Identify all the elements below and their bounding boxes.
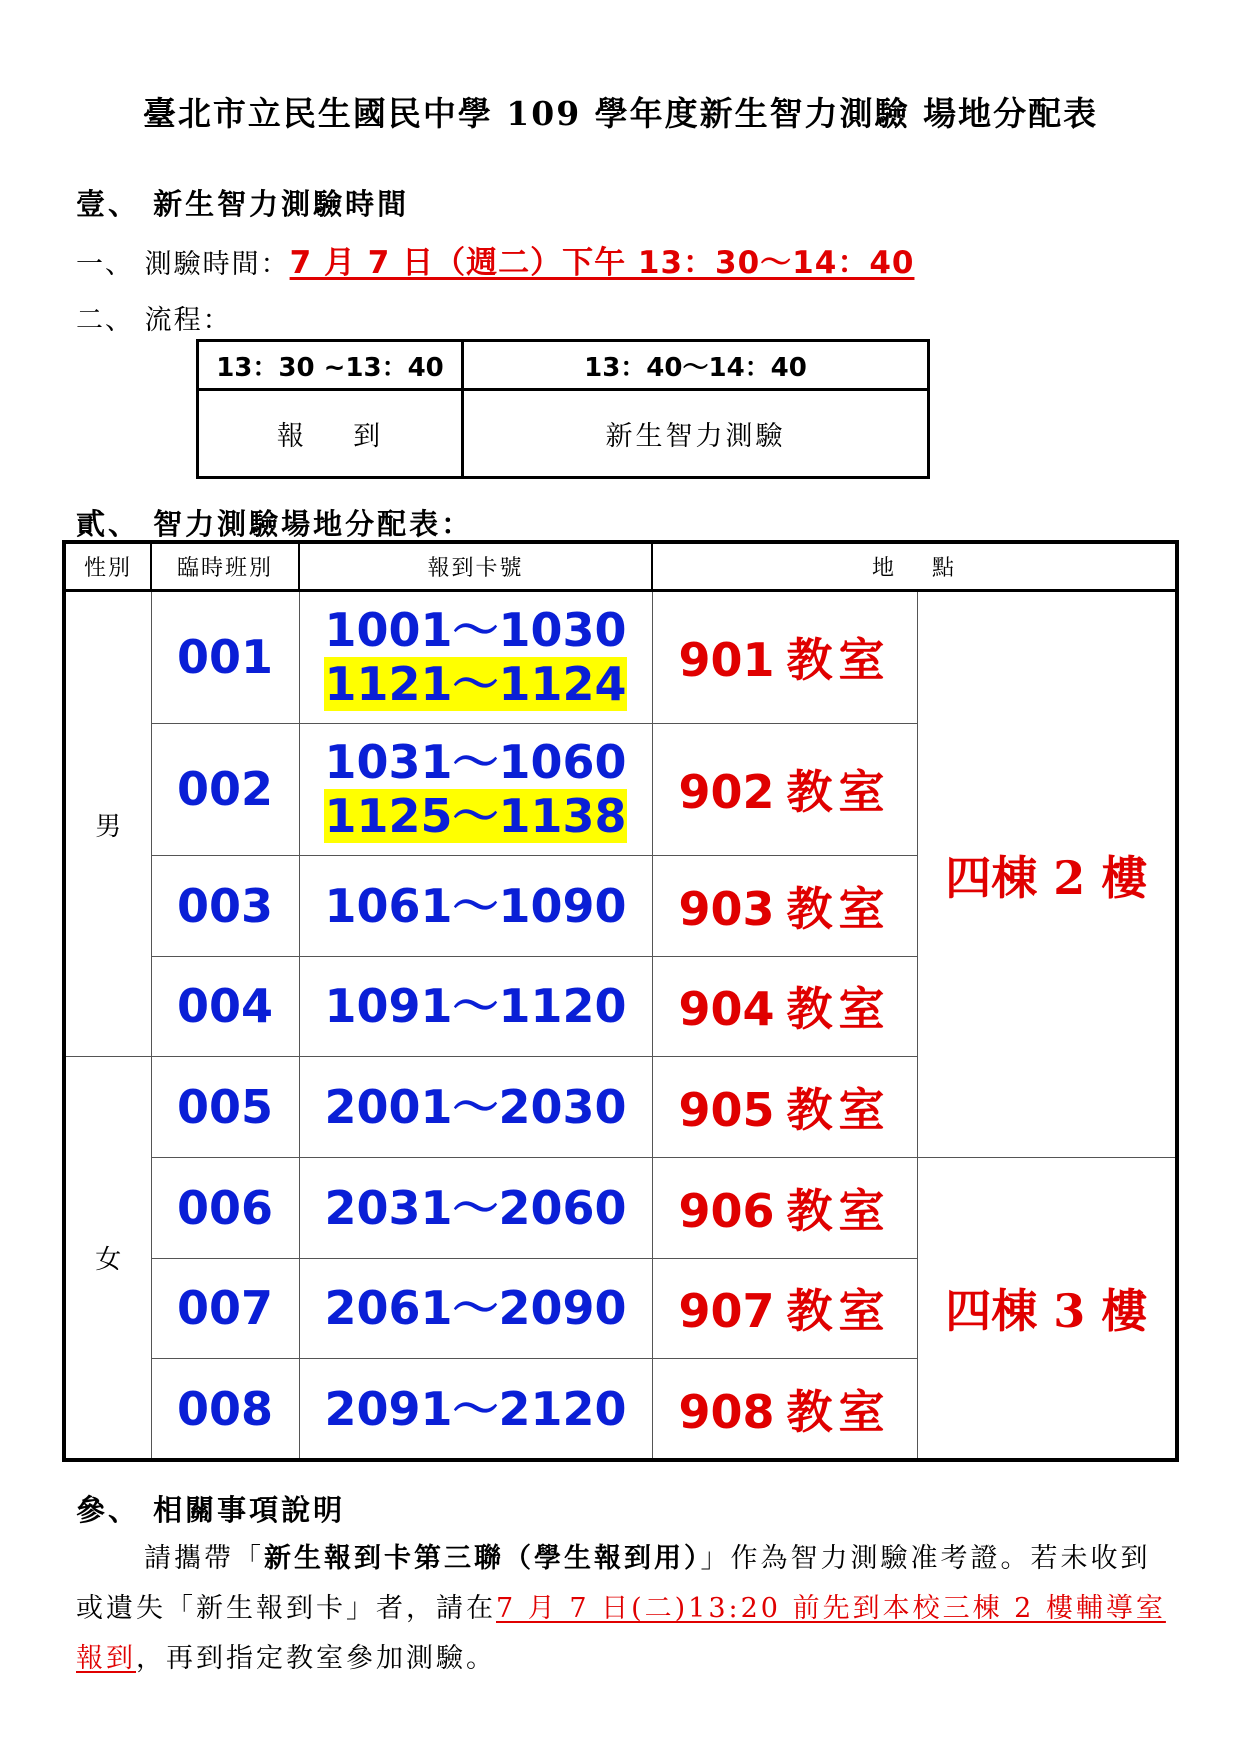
section1-heading: 壹、 新生智力測驗時間 bbox=[76, 187, 410, 221]
flow-time-checkin: 13：30 ~13：40 bbox=[198, 341, 463, 390]
flow-step-test: 新生智力測驗 bbox=[463, 390, 929, 478]
notes-paragraph bbox=[76, 1534, 1176, 1684]
notes-text-start: 請攜帶「 bbox=[144, 1543, 264, 1574]
card-range-extra: 1121～1124 bbox=[324, 657, 627, 712]
table-header-row bbox=[64, 542, 1177, 591]
room-number: 903 bbox=[678, 881, 775, 936]
room-suffix: 教室 bbox=[786, 1284, 891, 1339]
card-cell: 2031～2060 bbox=[299, 1158, 652, 1258]
room-suffix: 教室 bbox=[786, 765, 891, 820]
room-cell bbox=[652, 591, 917, 724]
room-cell bbox=[652, 856, 917, 956]
gender-male: 男 bbox=[64, 591, 151, 1057]
card-cell: 1091～1120 bbox=[299, 956, 652, 1056]
notes-text-bold: 新生報到卡第三聯（學生報到用） bbox=[264, 1543, 701, 1574]
room-suffix: 教室 bbox=[786, 982, 891, 1037]
table-row bbox=[64, 1158, 1177, 1258]
card-cell bbox=[299, 723, 652, 856]
building-floor-2: 四棟 2 樓 bbox=[917, 591, 1177, 1158]
room-cell bbox=[652, 1158, 917, 1258]
flow-label: 二、 流程： bbox=[76, 305, 232, 336]
test-time-value: 7 月 7 日（週二）下午 13：30～14：40 bbox=[289, 245, 915, 281]
flow-step-checkin: 報 到 bbox=[198, 390, 463, 478]
room-number: 908 bbox=[678, 1384, 775, 1439]
class-cell: 006 bbox=[151, 1158, 299, 1258]
room-cell bbox=[652, 1258, 917, 1358]
room-number: 901 bbox=[678, 633, 775, 688]
room-cell bbox=[652, 723, 917, 856]
room-number: 904 bbox=[678, 982, 775, 1037]
header-class: 臨時班別 bbox=[151, 542, 299, 591]
room-suffix: 教室 bbox=[786, 1183, 891, 1238]
section2-heading: 貳、 智力測驗場地分配表： bbox=[76, 507, 474, 541]
room-cell bbox=[652, 956, 917, 1056]
page-title: 臺北市立民生國民中學 109 學年度新生智力測驗 場地分配表 bbox=[142, 94, 1099, 133]
room-number: 907 bbox=[678, 1284, 775, 1339]
room-number: 906 bbox=[678, 1183, 775, 1238]
notes-text-end: ，再到指定教室參加測驗。 bbox=[136, 1643, 496, 1674]
notes-text-red: 7 月 7 日(二)13:20 前先到本校三棟 2 樓輔導室報到 bbox=[76, 1593, 1166, 1674]
section3-heading: 參、 相關事項說明 bbox=[76, 1493, 346, 1527]
test-time-label: 一、 測驗時間： bbox=[76, 249, 290, 280]
room-suffix: 教室 bbox=[786, 1083, 891, 1138]
card-cell: 1061～1090 bbox=[299, 856, 652, 956]
class-cell: 003 bbox=[151, 856, 299, 956]
test-time-line bbox=[76, 237, 914, 282]
class-cell: 008 bbox=[151, 1359, 299, 1460]
header-gender: 性別 bbox=[64, 542, 151, 591]
class-cell: 002 bbox=[151, 723, 299, 856]
card-cell: 2001～2030 bbox=[299, 1056, 652, 1157]
header-card: 報到卡號 bbox=[299, 542, 652, 591]
header-location: 地 點 bbox=[652, 542, 1177, 591]
room-number: 905 bbox=[678, 1083, 775, 1138]
room-number: 902 bbox=[678, 765, 775, 820]
card-cell bbox=[299, 591, 652, 724]
flow-table bbox=[196, 339, 930, 479]
class-cell: 004 bbox=[151, 956, 299, 1056]
card-range: 1031～1060 bbox=[324, 735, 627, 790]
flow-time-test: 13：40～14：40 bbox=[463, 341, 929, 390]
room-cell bbox=[652, 1359, 917, 1460]
card-cell: 2091～2120 bbox=[299, 1359, 652, 1460]
gender-female: 女 bbox=[64, 1056, 151, 1460]
table-row bbox=[64, 591, 1177, 724]
class-cell: 007 bbox=[151, 1258, 299, 1358]
room-suffix: 教室 bbox=[786, 633, 891, 688]
class-cell: 001 bbox=[151, 591, 299, 724]
room-cell bbox=[652, 1056, 917, 1157]
card-cell: 2061～2090 bbox=[299, 1258, 652, 1358]
class-cell: 005 bbox=[151, 1056, 299, 1157]
building-floor-3: 四棟 3 樓 bbox=[917, 1158, 1177, 1460]
allocation-table bbox=[62, 540, 1179, 1462]
notes-text-mid: 」作為智力測驗准考證。若未收到或遺失「新生報到卡」者，請在 bbox=[76, 1543, 1151, 1624]
room-suffix: 教室 bbox=[786, 1384, 891, 1439]
card-range: 1001～1030 bbox=[324, 603, 627, 658]
card-range-extra: 1125～1138 bbox=[324, 789, 627, 844]
room-suffix: 教室 bbox=[786, 881, 891, 936]
